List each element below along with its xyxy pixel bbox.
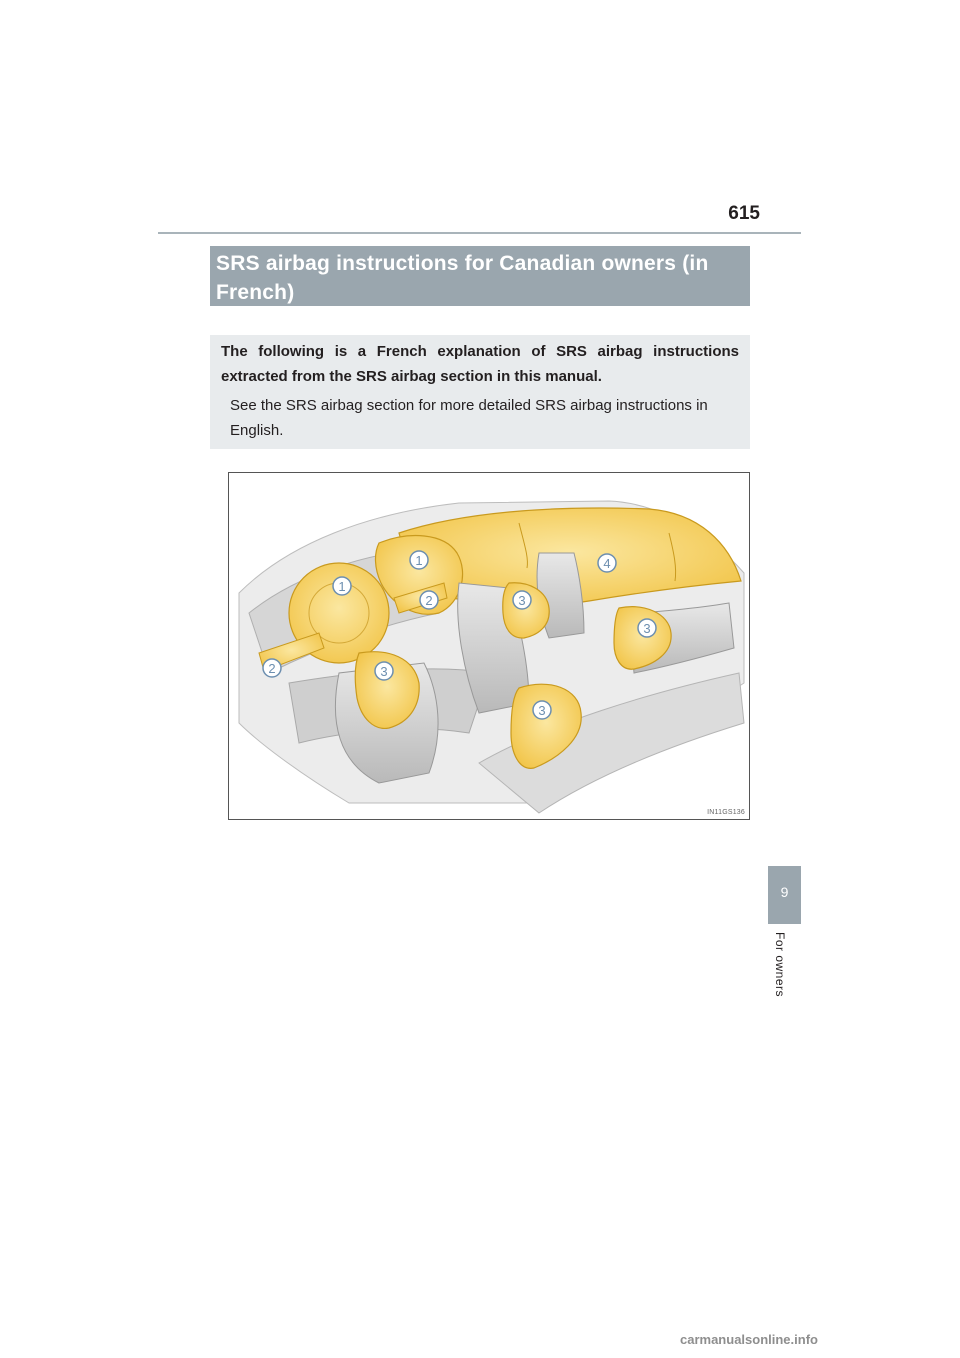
- chapter-label-text: For owners: [773, 932, 787, 998]
- intro-box: [210, 335, 750, 449]
- intro-note: See the SRS airbag section for more detailed SRS airbag instructions in English.: [230, 397, 708, 439]
- airbag-location-figure: [228, 472, 750, 820]
- callout-label: 3: [380, 664, 388, 679]
- chapter-label: [765, 932, 795, 1022]
- callout-label: 1: [415, 553, 423, 568]
- callout-3-driver-side: [375, 662, 393, 680]
- callout-label: 1: [338, 579, 346, 594]
- callout-2-passenger: [420, 591, 438, 609]
- callout-3-rear-right: [638, 619, 656, 637]
- chapter-tab[interactable]: 9: [768, 866, 801, 924]
- callout-1-driver: [333, 577, 351, 595]
- intro-text: The following is a French explanation of SRS airbag instructions extracted from the SRS airbag section in this manual.: [221, 343, 739, 385]
- callout-4-curtain: [598, 554, 616, 572]
- callout-1-passenger: [410, 551, 428, 569]
- callout-label: 4: [603, 556, 611, 571]
- car-interior-illustration: [229, 473, 749, 819]
- callout-label: 3: [643, 621, 651, 636]
- callout-3-passenger-side: [513, 591, 531, 609]
- header-rule: [158, 232, 801, 234]
- section-title: SRS airbag instructions for Canadian owners (in French): [216, 252, 709, 304]
- callout-label: 3: [518, 593, 526, 608]
- callout-2-driver: [263, 659, 281, 677]
- callout-label: 3: [538, 703, 546, 718]
- page-number: 615: [728, 203, 760, 224]
- callout-3-rear-left: [533, 701, 551, 719]
- section-title-box: [210, 246, 750, 306]
- callout-label: 2: [425, 593, 433, 608]
- callout-label: 2: [268, 661, 276, 676]
- figure-code: IN11GS136: [707, 809, 745, 816]
- watermark: carmanualsonline.info: [680, 1332, 818, 1347]
